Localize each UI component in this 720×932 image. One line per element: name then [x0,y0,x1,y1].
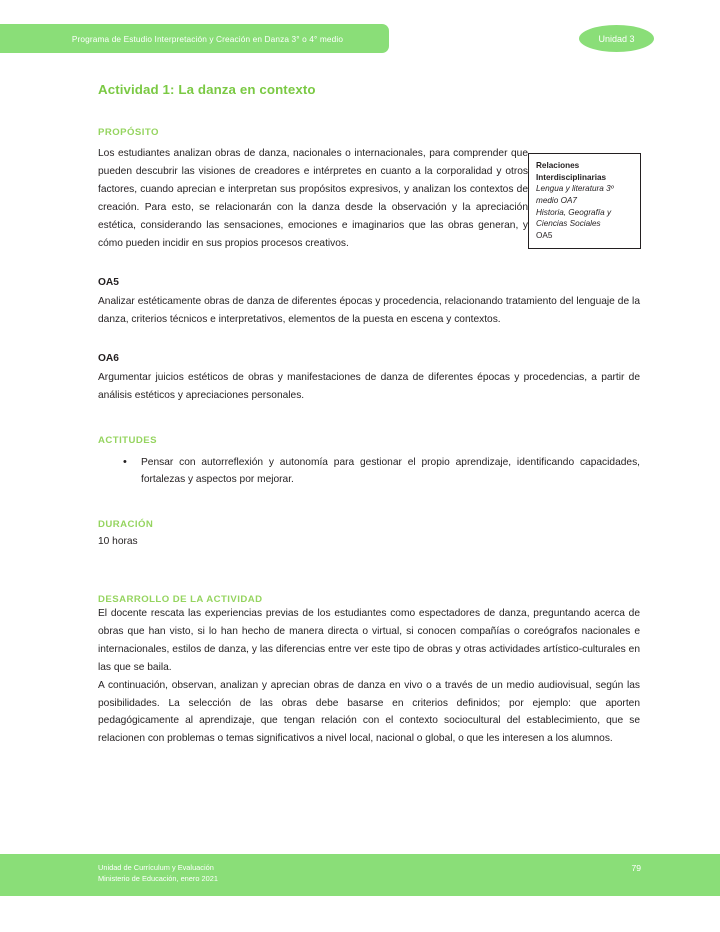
desarrollo-paragraph-1: El docente rescata las experiencias previas de los estudiantes como espectadores de danza, preguntando acerca de obras que han visto, si lo han hecho de manera directa o virtual, si conocen compañías o coreógrafos nacionales e internacionales, estilos de danza, y las diferencias entre ver este tipo de obras y otras actividades artístico-culturales en las que se baila. [98,607,640,673]
proposito-text: Los estudiantes analizan obras de danza, nacionales o internacionales, para comprender que pueden descubrir las visiones de creadores e intérpretes en cuanto a la corporalidad y otros factores, cuando aprecian e interpretan sus propósitos expresivos, y analizan los contextos de creación. Para esto, se relacionarán con la danza desde la observación y la apreciación estética, considerando las sensaciones, emociones e imaginarios que las obras generan, y cómo pueden incidir en sus propios procesos creativos. [98,148,528,249]
objective-code-oa5: OA5 [98,276,119,288]
objective-code-oa6: OA6 [98,352,119,364]
actitudes-list [98,454,640,490]
proposito-block [98,145,640,253]
interdisciplinary-entry-0: Lengua y literatura 3º [536,184,614,194]
interdisciplinary-entry-2: Historia, Geografía y [536,207,612,217]
interdisciplinary-title-line2: Interdisciplinarias [536,172,607,182]
objective-text-oa5: Analizar estéticamente obras de danza de diferentes épocas y procedencia, relacionando tratamiento del lenguaje de la danza, criterios técnicos e interpretativos, elementos de la puesta en escena y contextos. [98,295,640,325]
header-program-label: Programa de Estudio Interpretación y Creación en Danza 3° o 4° medio [71,33,344,44]
footer-line-2: Ministerio de Educación, enero 2021 [98,874,218,884]
desarrollo-paragraph-2: A continuación, observan, analizan y aprecian obras de danza en vivo o a través de un medio audiovisual, según las posibilidades. La selección de las obras debe basarse en criterios definidos; por ejemplo: que aporten pedagógicamente al aprendizaje, que tengan relación con el contexto sociocultural del establecimiento, que se relacionen con problemas o temas significativos a nivel local, nacional o global, o que les interesen a los alumnos. [98,679,640,745]
footer-line-1: Unidad de Currículum y Evaluación [98,863,214,872]
duracion-value: 10 horas [98,536,138,548]
interdisciplinary-entry-1: medio OA7 [536,195,577,205]
footer-attribution [98,862,218,885]
interdisciplinary-entry-3: Ciencias Sociales [536,219,601,229]
objective-block-oa6 [98,353,640,405]
interdisciplinary-relations-box [528,153,641,249]
interdisciplinary-title-line1: Relaciones [536,161,580,170]
objective-text-oa6: Argumentar juicios estéticos de obras y manifestaciones de danza de diferentes épocas y procedencias, a partir de análisis estéticos y apreciaciones personales. [98,371,640,401]
unit-badge-label: Unidad 3 [598,33,635,44]
section-heading-proposito: PROPÓSITO [98,127,159,138]
page-number: 79 [631,863,641,873]
list-item: • Pensar con autorreflexión y autonomía para gestionar el propio aprendizaje, identificando capacidades, fortalezas y aspectos por mejorar. [98,454,640,490]
section-heading-actitudes: ACTITUDES [98,434,157,446]
interdisciplinary-last-code: OA5 [536,230,553,240]
footer-band [0,854,720,896]
section-heading-duracion: DURACIÓN [98,519,154,531]
section-heading-desarrollo: DESARROLLO DE LA ACTIVIDAD [98,593,263,605]
objective-block-oa5 [98,277,640,329]
page-title: Actividad 1: La danza en contexto [98,82,316,97]
page-content [98,0,640,748]
